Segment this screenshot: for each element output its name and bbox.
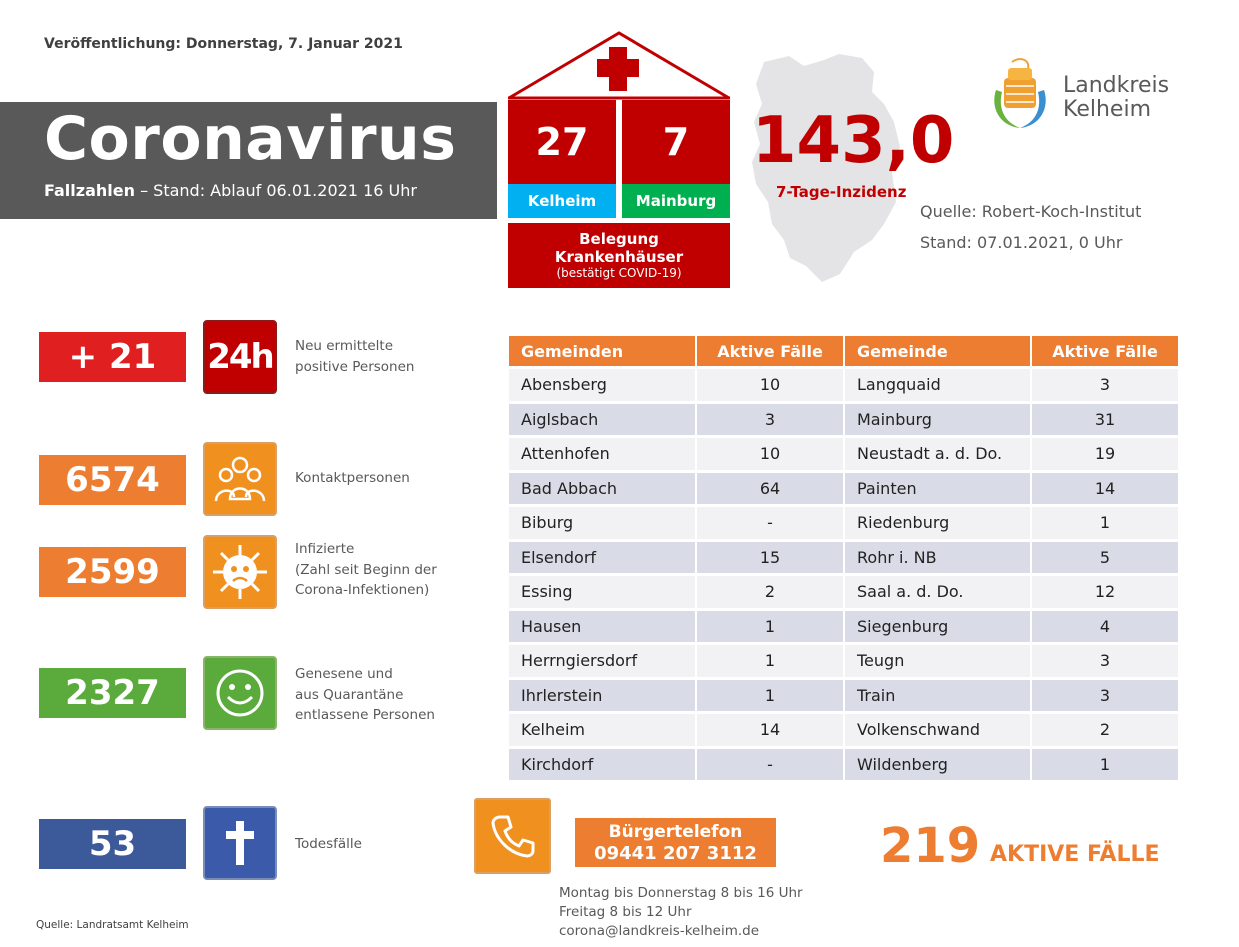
rki-source: Quelle: Robert-Koch-Institut xyxy=(920,202,1142,221)
municipality-name: Painten xyxy=(845,473,1030,505)
municipality-name: Bad Abbach xyxy=(509,473,695,505)
table-row xyxy=(509,576,1178,608)
table-row xyxy=(509,473,1178,505)
table-row xyxy=(509,749,1178,781)
hospital-mainburg-count: 7 xyxy=(622,100,730,184)
municipality-name: Teugn xyxy=(845,645,1030,677)
label-line: Todesfälle xyxy=(295,836,362,852)
logo-text xyxy=(1063,74,1169,122)
belegung-line2: Krankenhäuser xyxy=(554,248,684,266)
page-title: Coronavirus xyxy=(44,104,457,174)
incidence-label: 7-Tage-Inzidenz xyxy=(776,183,907,201)
municipality-name: Langquaid xyxy=(845,369,1030,401)
municipality-name: Rohr i. NB xyxy=(845,542,1030,574)
incidence-value: 143,0 xyxy=(752,104,955,178)
active-cases-label: AKTIVE FÄLLE xyxy=(990,842,1160,867)
hospital-occupancy-label xyxy=(508,223,730,288)
header-aktive-faelle: Aktive Fälle xyxy=(697,336,843,366)
hotline-number: 09441 207 3112 xyxy=(594,843,757,864)
subtitle-rest: – Stand: Ablauf 06.01.2021 16 Uhr xyxy=(134,181,417,200)
active-cases-cell: 64 xyxy=(697,473,843,505)
municipality-name: Riedenburg xyxy=(845,507,1030,539)
smiley-icon xyxy=(203,656,277,730)
hospital-roof-icon xyxy=(506,30,732,100)
label-line: Kontaktpersonen xyxy=(295,470,410,486)
header-aktive-faelle-2: Aktive Fälle xyxy=(1032,336,1178,366)
stat-new-cases-value: + 21 xyxy=(39,332,186,382)
municipality-name: Ihrlerstein xyxy=(509,680,695,712)
hours-line2: Freitag 8 bis 12 Uhr xyxy=(559,904,692,920)
stat-contacts-value: 6574 xyxy=(39,455,186,505)
label-line: Corona-Infektionen) xyxy=(295,582,430,598)
municipality-name: Herrngiersdorf xyxy=(509,645,695,677)
cross-icon xyxy=(203,806,277,880)
table-row xyxy=(509,404,1178,436)
publication-date: Veröffentlichung: Donnerstag, 7. Januar 2021 xyxy=(44,36,403,52)
header-gemeinde: Gemeinde xyxy=(845,336,1030,366)
active-cases-cell: 4 xyxy=(1032,611,1178,643)
stat-deaths-value: 53 xyxy=(39,819,186,869)
stat-recovered-label xyxy=(295,664,435,726)
active-cases-cell: 1 xyxy=(697,680,843,712)
municipality-name: Mainburg xyxy=(845,404,1030,436)
active-cases-cell: 12 xyxy=(1032,576,1178,608)
table-row xyxy=(509,645,1178,677)
stat-deaths-label xyxy=(295,834,362,855)
municipality-name: Attenhofen xyxy=(509,438,695,470)
belegung-line1: Belegung xyxy=(579,230,659,248)
municipality-name: Kelheim xyxy=(509,714,695,746)
belegung-line3: (bestätigt COVID-19) xyxy=(556,266,682,280)
active-cases-cell: 10 xyxy=(697,438,843,470)
active-cases-cell: 5 xyxy=(1032,542,1178,574)
active-cases-cell: - xyxy=(697,749,843,781)
municipality-name: Hausen xyxy=(509,611,695,643)
stat-infected-value: 2599 xyxy=(39,547,186,597)
hospital-kelheim-label: Kelheim xyxy=(508,184,616,218)
table-row xyxy=(509,611,1178,643)
municipality-name: Train xyxy=(845,680,1030,712)
table-row xyxy=(509,438,1178,470)
header-gemeinden: Gemeinden xyxy=(509,336,695,366)
active-cases-cell: 3 xyxy=(697,404,843,436)
municipality-name: Elsendorf xyxy=(509,542,695,574)
hotline-title: Bürgertelefon xyxy=(608,822,743,842)
24h-icon-text: 24h xyxy=(207,337,273,377)
table-row xyxy=(509,714,1178,746)
stat-infected-label xyxy=(295,539,437,601)
active-cases-cell: 1 xyxy=(697,645,843,677)
source-footer: Quelle: Landratsamt Kelheim xyxy=(36,919,189,931)
hospital-mainburg-label: Mainburg xyxy=(622,184,730,218)
rki-stand: Stand: 07.01.2021, 0 Uhr xyxy=(920,233,1123,252)
municipality-name: Volkenschwand xyxy=(845,714,1030,746)
logo-line2: Kelheim xyxy=(1063,97,1151,122)
municipality-name: Abensberg xyxy=(509,369,695,401)
page-subtitle xyxy=(44,181,417,200)
municipality-name: Neustadt a. d. Do. xyxy=(845,438,1030,470)
people-group-icon xyxy=(203,442,277,516)
municipality-name: Saal a. d. Do. xyxy=(845,576,1030,608)
municipality-name: Essing xyxy=(509,576,695,608)
table-row xyxy=(509,369,1178,401)
municipality-table xyxy=(507,333,1180,783)
virus-icon xyxy=(203,535,277,609)
stat-contacts-label xyxy=(295,468,410,489)
municipality-name: Aiglsbach xyxy=(509,404,695,436)
24h-icon xyxy=(203,320,277,394)
active-cases-cell: 2 xyxy=(697,576,843,608)
stat-recovered-value: 2327 xyxy=(39,668,186,718)
label-line: Infizierte xyxy=(295,541,355,557)
label-line: Genesene und xyxy=(295,666,393,682)
table-row xyxy=(509,680,1178,712)
label-line: (Zahl seit Beginn der xyxy=(295,561,437,578)
hotline-email[interactable]: corona@landkreis-kelheim.de xyxy=(559,923,760,939)
active-cases-cell: 2 xyxy=(1032,714,1178,746)
active-cases-cell: 3 xyxy=(1032,680,1178,712)
municipality-name: Wildenberg xyxy=(845,749,1030,781)
municipality-name: Kirchdorf xyxy=(509,749,695,781)
active-cases-cell: 1 xyxy=(1032,749,1178,781)
active-cases-cell: 19 xyxy=(1032,438,1178,470)
active-cases-cell: - xyxy=(697,507,843,539)
hospital-kelheim-count: 27 xyxy=(508,100,616,184)
logo-line1: Landkreis xyxy=(1063,73,1170,98)
label-line: Neu ermittelte xyxy=(295,338,394,354)
landkreis-logo-icon xyxy=(990,56,1050,130)
stat-new-cases-label xyxy=(295,336,414,377)
municipality-name: Siegenburg xyxy=(845,611,1030,643)
active-cases-cell: 31 xyxy=(1032,404,1178,436)
active-cases-cell: 14 xyxy=(697,714,843,746)
hotline-box xyxy=(575,818,776,867)
municipality-name: Biburg xyxy=(509,507,695,539)
phone-icon xyxy=(474,798,551,874)
active-cases-total: 219 xyxy=(880,818,981,874)
active-cases-cell: 3 xyxy=(1032,645,1178,677)
label-line: aus Quarantäne xyxy=(295,686,404,703)
table-header-row xyxy=(509,336,1178,366)
label-line: positive Personen xyxy=(295,358,415,375)
active-cases-cell: 3 xyxy=(1032,369,1178,401)
hours-line1: Montag bis Donnerstag 8 bis 16 Uhr xyxy=(559,885,803,901)
table-row xyxy=(509,542,1178,574)
subtitle-bold: Fallzahlen xyxy=(44,181,135,200)
active-cases-cell: 1 xyxy=(1032,507,1178,539)
active-cases-cell: 10 xyxy=(697,369,843,401)
table-row xyxy=(509,507,1178,539)
active-cases-cell: 1 xyxy=(697,611,843,643)
active-cases-cell: 14 xyxy=(1032,473,1178,505)
label-line: entlassene Personen xyxy=(295,707,435,723)
hotline-hours xyxy=(559,884,803,941)
active-cases-cell: 15 xyxy=(697,542,843,574)
